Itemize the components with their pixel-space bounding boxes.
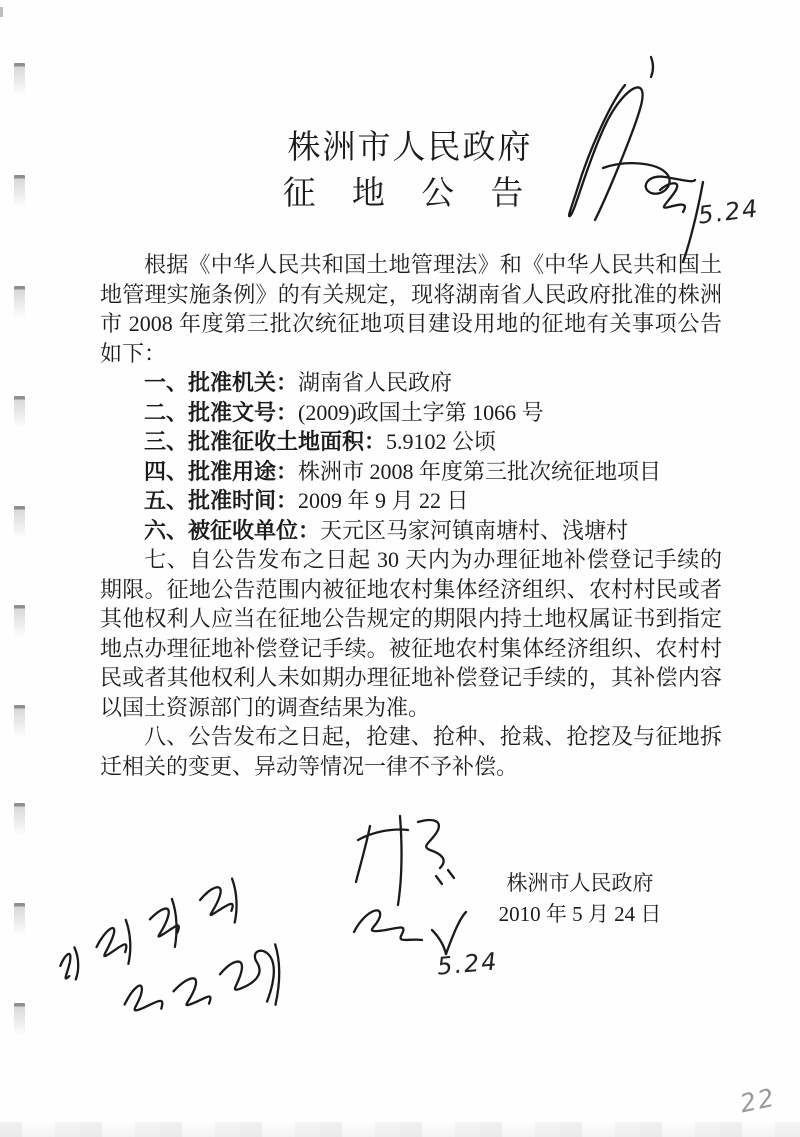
item-label: 六、被征收单位： — [144, 517, 321, 543]
punch-hole-mark — [14, 803, 25, 837]
handwritten-review-note — [40, 844, 325, 1031]
punch-hole-mark — [14, 63, 25, 97]
item-label: 一、批准机关： — [144, 370, 299, 395]
item-approval-time — [100, 486, 722, 516]
item-label: 五、批准时间： — [144, 488, 299, 513]
item-value: 2009 年 9 月 22 日 — [298, 488, 469, 513]
punch-hole-mark — [14, 286, 25, 320]
item-value: 天元区马家河镇南塘村、浅塘村 — [320, 517, 629, 543]
document-title: 株洲市人民政府 — [287, 130, 533, 166]
item-label: 四、批准用途： — [144, 458, 299, 484]
item-approved-land-area — [100, 427, 722, 457]
intro-paragraph: 根据《中华人民共和国土地管理法》和《中华人民共和国土地管理实施条例》的有关规定，现将湖南省人民政府批准的株洲市 2008 年度第三批次统征地项目建设用地的征地有关事项公告如下： — [100, 252, 722, 366]
signature-date: 2010 年 5 月 24 日 — [498, 902, 662, 926]
clause-8-paragraph: 八、公告发布之日起，抢建、抢种、抢栽、抢挖及与征地拆迁相关的变更、异动等情况一律不予补偿。 — [100, 724, 722, 779]
handwritten-date-middle: 5.24 — [435, 947, 500, 981]
punch-hole-mark — [14, 705, 25, 739]
punch-hole-mark — [14, 396, 25, 430]
clause-7-paragraph: 七、自公告发布之日起 30 天内为办理征地补偿登记手续的期限。征地公告范围内被征地农村集体经济组织、农村村民或者其他权利人应当在征地公告规定的期限内持土地权属证书到指定地点办理征地补偿登记手续。被征地农村集体经济组织、农村村民或者其他权利人未如期办理征地补偿登记手续的，其补偿内容以国土资源部门的调查结果为准。 — [100, 547, 722, 720]
signature-org: 株洲市人民政府 — [506, 871, 654, 895]
item-approval-authority — [100, 368, 722, 398]
handwritten-date-top-right: 5.24 — [696, 194, 761, 230]
scan-bottom-artifact — [0, 1122, 800, 1137]
item-expropriated-units — [100, 516, 722, 546]
item-value: 5.9102 公顷 — [386, 429, 497, 454]
handwritten-approval-note — [348, 812, 488, 972]
handwritten-page-number: 22 — [737, 1082, 779, 1119]
punch-hole-mark — [14, 175, 25, 209]
punch-hole-mark — [14, 1003, 25, 1037]
punch-hole-mark — [14, 506, 25, 540]
item-value: 株洲市 2008 年度第三批次统征地项目 — [298, 458, 662, 484]
handwritten-signature-top-right — [545, 50, 775, 260]
punch-hole-mark — [14, 605, 25, 639]
item-label: 三、批准征收土地面积： — [144, 429, 387, 454]
item-approval-number — [100, 398, 722, 428]
signature-block — [470, 868, 690, 930]
punch-hole-mark — [14, 903, 25, 937]
item-value: (2009)政国土字第 1066 号 — [298, 399, 544, 425]
document-body — [100, 250, 722, 781]
document-subtitle: 征 地 公 告 — [282, 176, 538, 212]
item-label: 二、批准文号： — [144, 399, 299, 425]
item-value: 湖南省人民政府 — [298, 370, 453, 395]
item-approved-use — [100, 457, 722, 487]
scan-edge-mark — [0, 7, 3, 17]
